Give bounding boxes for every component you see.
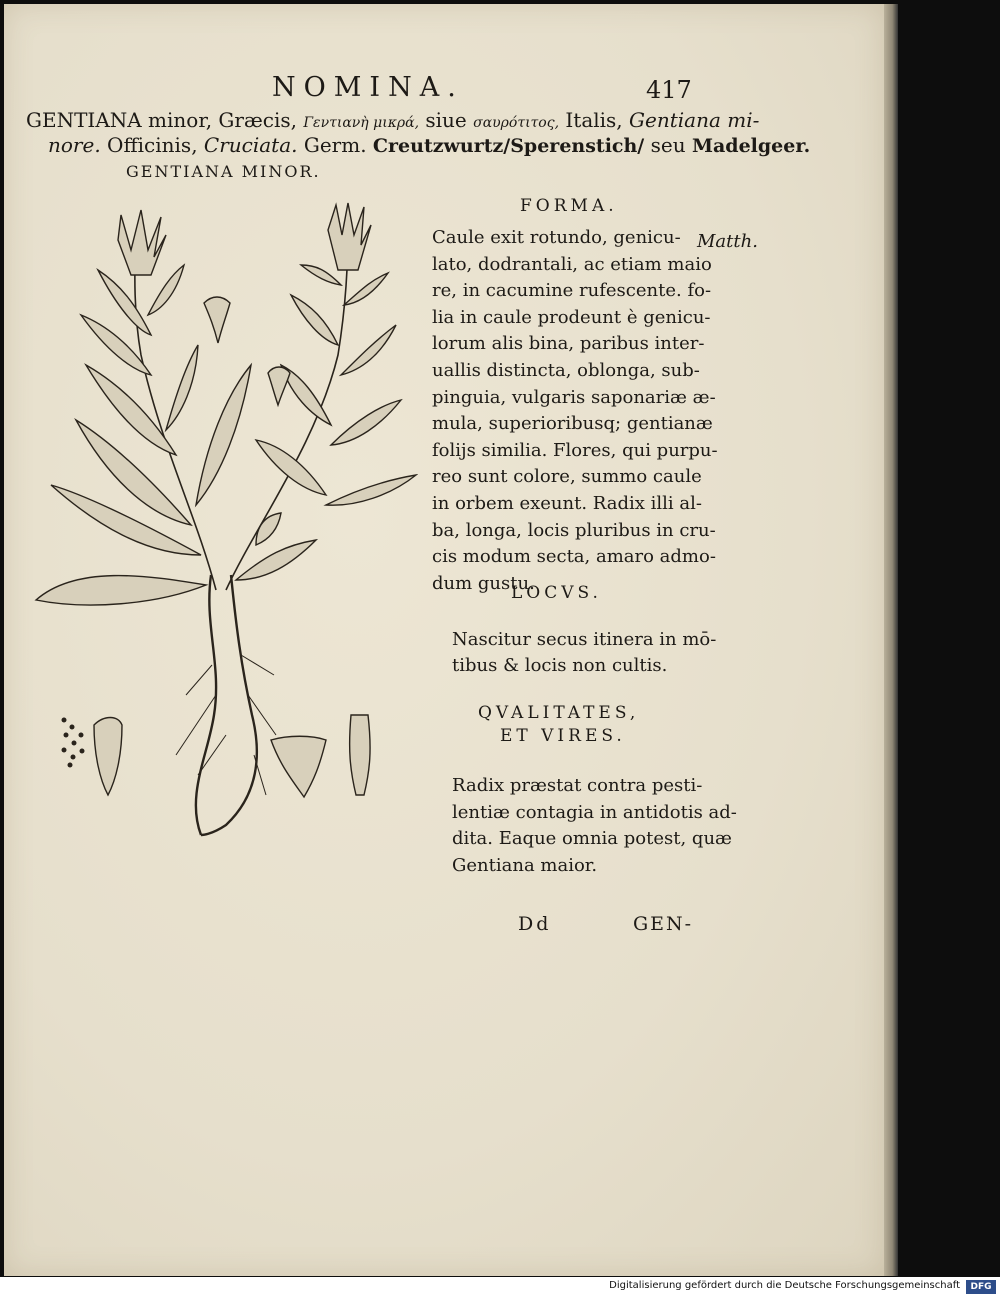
- section-heading-qualitates: QVALITATES,: [478, 703, 640, 723]
- flower-head: [118, 210, 166, 275]
- text-line: Radix præstat contra pesti-: [452, 775, 703, 796]
- root-hairs: [176, 655, 276, 795]
- nomina-blackletter: Madelgeer.: [691, 135, 811, 157]
- leaf: [166, 345, 198, 430]
- leaf: [36, 576, 206, 605]
- text-line: cis modum secta, amaro admo-: [432, 546, 716, 568]
- nomina-text: Germ.: [303, 133, 367, 157]
- text-line: Caule exit rotundo, genicu-: [432, 227, 681, 248]
- nomina-italic: nore.: [48, 133, 101, 157]
- nomina-italic: Gentiana mi-: [629, 108, 760, 132]
- text-line: lentiæ contagia in antidotis ad-: [452, 801, 737, 823]
- margin-note: Matth.: [697, 231, 758, 252]
- nomina-blackletter: Creutzwurtz/Sperenstich/: [372, 135, 645, 157]
- running-head: NOMINA.: [272, 72, 464, 103]
- catchword: GEN-: [633, 913, 694, 935]
- leaf: [148, 265, 184, 315]
- text-line: tibus & locis non cultis.: [452, 655, 668, 676]
- flower-detail: [350, 715, 370, 795]
- leaf: [301, 265, 341, 285]
- root: [196, 575, 257, 835]
- seed-capsule: [94, 718, 122, 796]
- section-heading-forma: FORMA.: [520, 196, 618, 216]
- digitization-credit: Digitalisierung gefördert durch die Deutsche Forschungsgemeinschaft: [609, 1280, 960, 1291]
- section-heading-locus: LOCVS.: [511, 583, 602, 603]
- digitization-footer: [0, 1277, 1000, 1297]
- leaf: [236, 540, 316, 580]
- leaf: [98, 270, 151, 335]
- figure-caption: GENTIANA MINOR.: [126, 162, 321, 181]
- text-line: ba, longa, locis pluribus in cru-: [432, 519, 716, 541]
- flower-detail: [271, 736, 326, 797]
- nomina-text: Officinis,: [107, 133, 198, 157]
- nomina-line-2: [48, 133, 810, 157]
- text-line: dum gustu.: [432, 572, 535, 594]
- text-line: Nascitur secus itinera in mō-: [452, 629, 717, 650]
- text-line: re, in cacumine rufescente. fo-: [432, 280, 712, 302]
- forma-text: [432, 225, 718, 597]
- text-line: uallis distincta, oblonga, sub-: [432, 359, 700, 381]
- text-line: in orbem exeunt. Radix illi al-: [432, 492, 702, 514]
- text-line: pinguia, vulgaris saponariæ æ-: [432, 386, 716, 408]
- nomina-text: Italis,: [565, 108, 623, 132]
- text-line: Gentiana maior.: [452, 854, 598, 876]
- leaf: [256, 440, 326, 495]
- leaf: [256, 513, 281, 545]
- text-line: folijs similia. Flores, qui purpu-: [432, 439, 718, 461]
- locus-text: [452, 627, 716, 679]
- nomina-italic: Cruciata.: [203, 133, 298, 157]
- seeds: [62, 718, 85, 768]
- qualitates-text: [452, 773, 737, 879]
- nomina-text: GENTIANA minor, Græcis,: [26, 108, 297, 132]
- nomina-text: siue: [425, 108, 467, 132]
- flower-detail: [268, 367, 290, 405]
- text-line: dita. Eaque omnia potest, quæ: [452, 828, 732, 850]
- flower-head: [328, 203, 371, 270]
- text-line: lorum alis bina, paribus inter-: [432, 333, 705, 355]
- leaf: [344, 273, 388, 305]
- leaf: [291, 295, 338, 345]
- leaf: [326, 475, 416, 505]
- text-line: lato, dodrantali, ac etiam maio: [432, 253, 712, 275]
- flower-detail: [204, 297, 230, 343]
- leaf: [331, 400, 401, 445]
- leaf: [196, 365, 251, 505]
- signature-mark: Dd: [518, 913, 552, 935]
- text-line: mula, superioribusq; gentianæ: [432, 413, 713, 435]
- leaf: [341, 325, 396, 375]
- plant-illustration: [26, 195, 418, 865]
- nomina-greek: σαυρότιτος,: [473, 115, 560, 131]
- text-line: lia in caule prodeunt è genicu-: [432, 306, 711, 328]
- nomina-line-1: [26, 108, 759, 132]
- page-edge: [884, 4, 898, 1276]
- section-heading-vires: ET VIRES.: [500, 726, 626, 746]
- nomina-text: seu: [650, 133, 686, 157]
- nomina-greek: Γεντιανὴ μικρά,: [303, 115, 420, 131]
- dfg-logo: DFG: [966, 1280, 996, 1294]
- text-line: reo sunt colore, summo caule: [432, 466, 702, 488]
- page-number: 417: [646, 76, 692, 104]
